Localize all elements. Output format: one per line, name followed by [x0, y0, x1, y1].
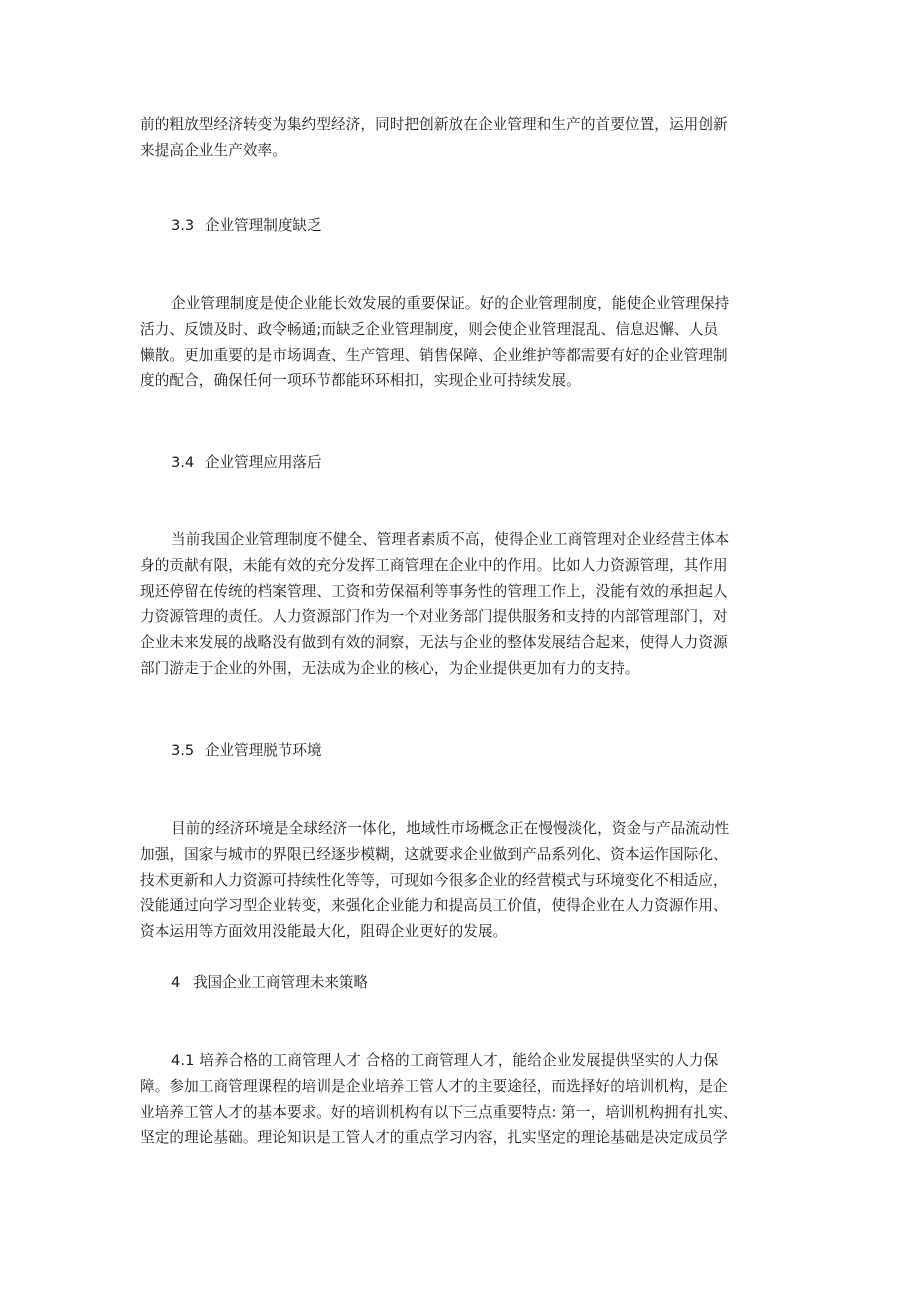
text-line: 技术更新和人力资源可持续性化等等，可现如今很多企业的经营模式与环境变化不相适应， [140, 871, 728, 889]
section-heading-3-5 [171, 738, 322, 764]
section-heading-3-4 [171, 450, 322, 476]
text-line: 没能通过向学习型企业转变，来强化企业能力和提高员工价值，使得企业在人力资源作用、 [140, 897, 728, 915]
text-line: 前的粗放型经济转变为集约型经济，同时把创新放在企业管理和生产的首要位置，运用创新 [140, 116, 728, 133]
text-line: 企业管理制度是使企业能长效发展的重要保证。好的企业管理制度，能使企业管理保持 [171, 295, 730, 312]
section-heading-3-3 [171, 213, 322, 239]
text-line: 当前我国企业管理制度不健全、管理者素质不高，使得企业工商管理对企业经营主体本 [171, 531, 730, 548]
text-line: 身的贡献有限，未能有效的充分发挥工商管理在企业中的作用。比如人力资源管理，其作用 [140, 556, 728, 574]
section-number: 3.4 [171, 454, 195, 471]
section-number: 4 [171, 974, 181, 991]
section-title: 企业管理应用落后 [204, 454, 322, 471]
section-heading-4 [171, 970, 368, 996]
text-line: 活力、反馈及时、政令畅通;而缺乏企业管理制度，则会使企业管理混乱、信息迟懈、人员 [140, 320, 719, 338]
text-line: 企业未来发展的战略没有做到有效的洞察，无法与企业的整体发展结合起来，使得人力资源 [140, 634, 728, 652]
text-line: 来提高企业生产效率。 [140, 141, 287, 159]
text-line: 加强，国家与城市的界限已经逐步模糊，这就要求企业做到产品系列化、资本运作国际化、 [140, 845, 728, 863]
section-paragraph-3-5 [140, 816, 784, 945]
section-title: 企业管理制度缺乏 [204, 217, 322, 234]
text-line: 坚定的理论基础。理论知识是工管人才的重点学习内容，扎实坚定的理论基础是决定成员学 [140, 1129, 728, 1147]
text-line: 度的配合，确保任何一项环节都能环环相扣，实现企业可持续发展。 [140, 372, 581, 390]
text-line: 力资源管理的责任。人力资源部门作为一个对业务部门提供服务和支持的内部管理部门，对 [140, 608, 728, 626]
section-paragraph-3-3 [140, 291, 784, 394]
section-paragraph-4-1 [140, 1048, 784, 1151]
intro-paragraph [140, 112, 784, 164]
text-line: 懒散。更加重要的是市场调查、生产管理、销售保障、企业维护等都需要有好的企业管理制 [140, 346, 728, 364]
section-paragraph-3-4 [140, 527, 784, 682]
text-line: 业培养工管人才的基本要求。好的培训机构有以下三点重要特点: 第一，培训机构拥有扎实、 [140, 1103, 738, 1121]
text-line: 障。参加工商管理课程的培训是企业培养工管人才的主要途径，而选择好的培训机构，是企 [140, 1077, 728, 1095]
section-title: 我国企业工商管理未来策略 [192, 974, 369, 991]
section-number: 3.5 [171, 742, 195, 759]
text-line: 资本运用等方面效用没能最大化，阻碍企业更好的发展。 [140, 923, 508, 941]
section-number: 3.3 [171, 217, 195, 234]
text-line: 4.1 培养合格的工商管理人才 合格的工商管理人才，能给企业发展提供坚实的人力保 [171, 1052, 719, 1069]
text-line: 现还停留在传统的档案管理、工资和劳保福利等事务性的管理工作上，没能有效的承担起人 [140, 582, 728, 600]
section-title: 企业管理脱节环境 [204, 742, 322, 759]
text-line: 目前的经济环境是全球经济一体化，地域性市场概念正在慢慢淡化，资金与产品流动性 [171, 820, 730, 837]
text-line: 部门游走于企业的外围，无法成为企业的核心，为企业提供更加有力的支持。 [140, 659, 640, 677]
